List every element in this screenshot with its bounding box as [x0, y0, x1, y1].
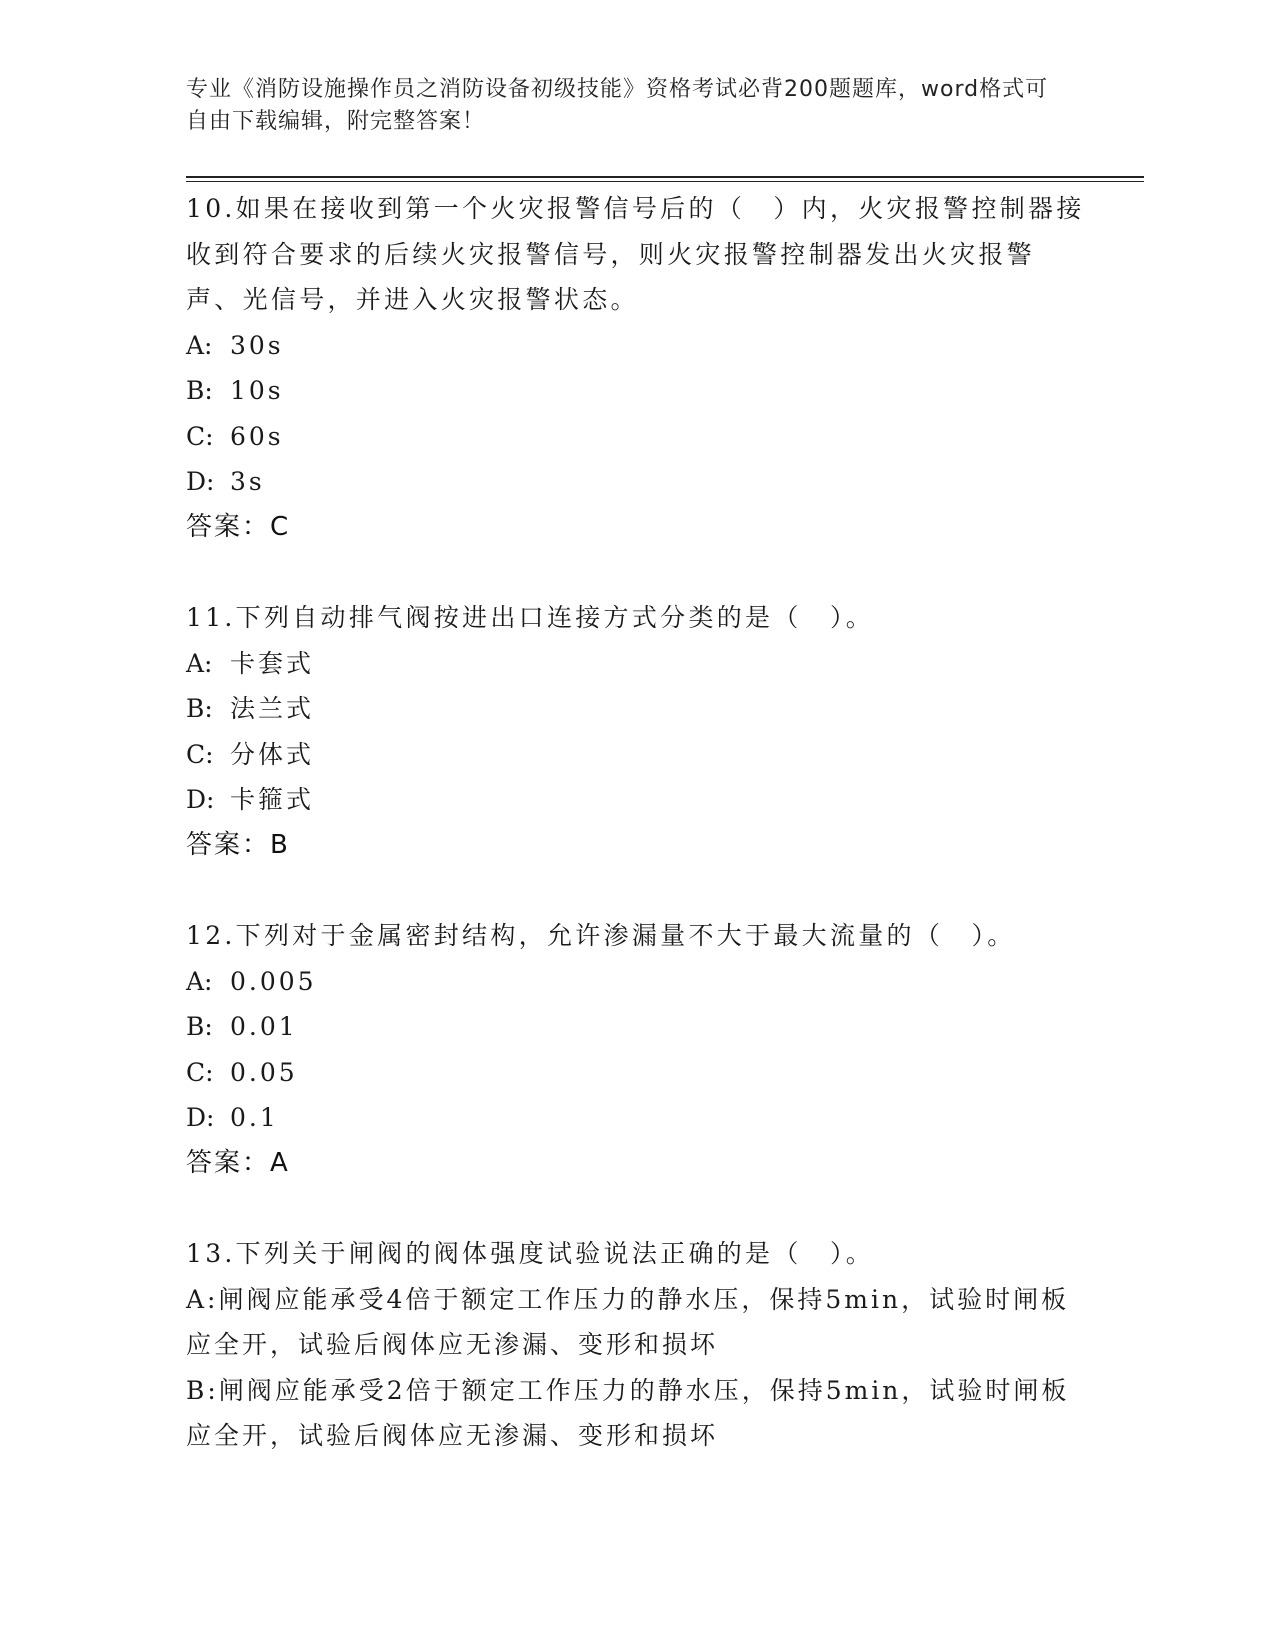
- option-value: 10s: [230, 376, 284, 405]
- answer-line: 答案：B: [186, 829, 290, 860]
- option-key: A:: [186, 648, 213, 678]
- question-12: [186, 913, 1086, 1186]
- question-10: [186, 186, 1086, 550]
- answer-line: 答案：A: [186, 1147, 290, 1178]
- option-value: 法兰式: [230, 694, 315, 723]
- option-d: [186, 459, 1086, 505]
- option-key: C:: [186, 739, 214, 769]
- option-key: B:: [186, 1012, 213, 1041]
- question-text: 11.下列自动排气阀按进出口连接方式分类的是（ ）。: [186, 603, 875, 632]
- option-c: [186, 1050, 1086, 1096]
- option-a: [186, 323, 1086, 369]
- option-b: [186, 1004, 1086, 1050]
- option-c: [186, 732, 1086, 778]
- option-value: 卡箍式: [230, 785, 315, 814]
- option-a: [186, 1277, 1086, 1368]
- option-a: [186, 641, 1086, 687]
- option-d: [186, 777, 1086, 823]
- header-divider-thin: [186, 181, 1144, 182]
- option-b: [186, 368, 1086, 414]
- option-value: 卡套式: [230, 648, 315, 678]
- option-key: A:: [186, 330, 213, 360]
- question-spacer: [186, 868, 1086, 913]
- header-divider-thick: [186, 176, 1144, 178]
- question-text: 13.下列关于闸阀的阀体强度试验说法正确的是（ ）。: [186, 1239, 875, 1268]
- option-key: D:: [186, 785, 215, 814]
- question-13: [186, 1231, 1086, 1459]
- option-value: 分体式: [230, 739, 315, 769]
- option-d: [186, 1095, 1086, 1141]
- option-value: 0.1: [230, 1103, 279, 1132]
- option-b: [186, 686, 1086, 732]
- option-key: B:: [186, 1375, 219, 1405]
- option-value: 0.05: [230, 1057, 298, 1087]
- option-key: D:: [186, 467, 215, 496]
- option-a: [186, 959, 1086, 1005]
- answer-line: 答案：C: [186, 511, 291, 542]
- option-key: C:: [186, 1057, 214, 1087]
- option-value: 0.01: [230, 1012, 298, 1041]
- option-b: [186, 1368, 1086, 1459]
- option-key: B:: [186, 376, 213, 405]
- document-header: 专业《消防设施操作员之消防设备初级技能》资格考试必背200题题库，word格式可自由下载编辑，附完整答案！: [186, 77, 1049, 134]
- option-value: 3s: [230, 467, 265, 496]
- question-spacer: [186, 1186, 1086, 1231]
- option-key: A:: [186, 966, 213, 996]
- option-value: 闸阀应能承受4倍于额定工作压力的静水压，保持5min，试验时闸板应全开，试验后阀体应无渗漏、变形和损坏: [186, 1284, 1070, 1359]
- option-value: 0.005: [230, 966, 317, 996]
- option-value: 闸阀应能承受2倍于额定工作压力的静水压，保持5min，试验时闸板应全开，试验后阀体应无渗漏、变形和损坏: [186, 1375, 1070, 1450]
- question-text: 12.下列对于金属密封结构，允许渗漏量不大于最大流量的（ ）。: [186, 921, 1016, 950]
- question-spacer: [186, 550, 1086, 595]
- option-key: B:: [186, 694, 213, 723]
- option-value: 60s: [230, 421, 284, 451]
- option-value: 30s: [230, 330, 284, 360]
- option-key: C:: [186, 421, 214, 451]
- option-key: A:: [186, 1284, 219, 1314]
- question-list: [186, 186, 1086, 1459]
- option-c: [186, 414, 1086, 460]
- question-text: 10.如果在接收到第一个火灾报警信号后的（ ）内，火灾报警控制器接收到符合要求的后续火灾报警信号，则火灾报警控制器发出火灾报警声、光信号，并进入火灾报警状态。: [186, 194, 1085, 314]
- option-key: D:: [186, 1103, 215, 1132]
- question-11: [186, 595, 1086, 868]
